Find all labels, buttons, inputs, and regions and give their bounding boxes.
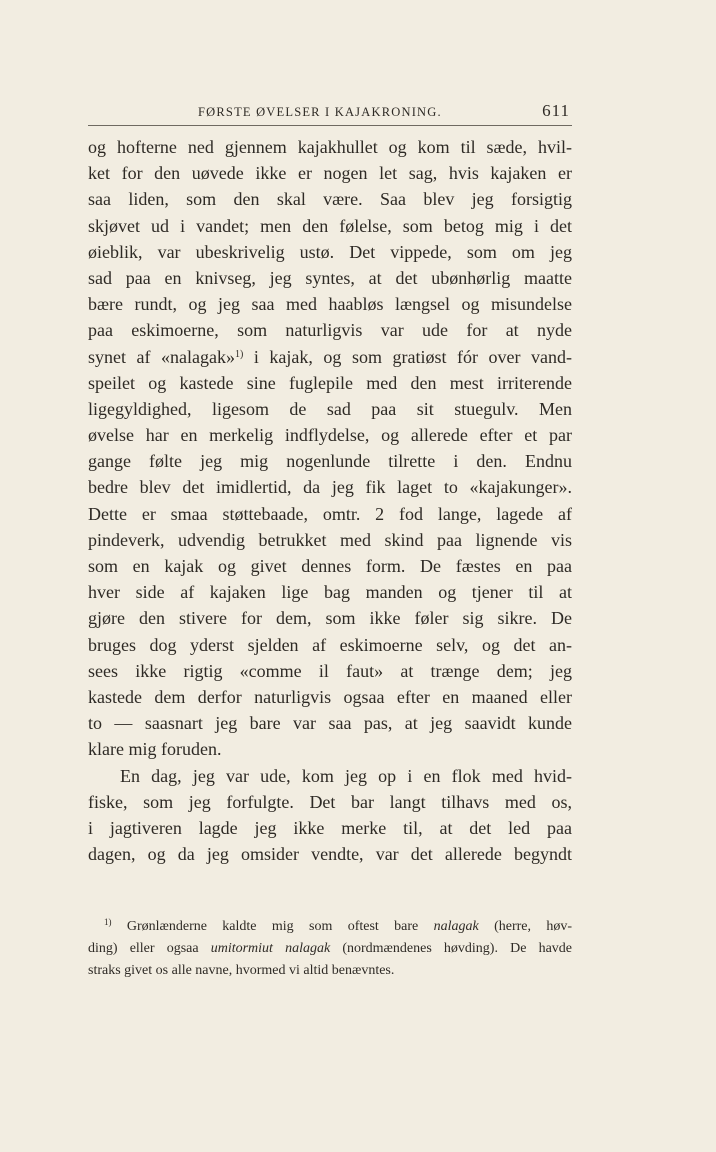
text-line: sees ikke rigtig «comme il faut» at trænge dem; jeg (88, 660, 572, 681)
text-fragment: Grønlænderne kaldte mig som oftest bare (111, 919, 434, 934)
text-line-paragraph-start: En dag, jeg var ude, kom jeg op i en flok med hvid- (120, 765, 572, 786)
footnote (88, 916, 572, 982)
text-line: to — saasnart jeg bare var saa pas, at jeg saavidt kunde (88, 713, 572, 734)
text-line: som en kajak og givet dennes form. De fæstes en paa (88, 556, 572, 576)
text-line: hver side af kajaken lige bag manden og tjener til at (88, 582, 572, 603)
text-fragment: (herre, høv- (478, 919, 572, 934)
text-line: ligegyldighed, ligesom de sad paa sit stuegulv. Men (88, 398, 572, 419)
text-line: paa eskimoerne, som naturligvis var ude for at nyde (88, 320, 572, 341)
text-line: øieblik, var ubeskrivelig ustø. Det vippede, som om jeg (88, 241, 572, 262)
text-line: Dette er smaa støttebaade, omtr. 2 fod lange, lagede af (88, 503, 572, 524)
text-fragment: ding) eller ogsaa (88, 941, 211, 956)
text-line: sad paa en knivseg, jeg syntes, at det ubønhørlig maatte (88, 267, 572, 288)
footnote-marker: 1) (104, 917, 112, 927)
text-line: pindeverk, udvendig betrukket med skind paa lignende vis (88, 529, 572, 550)
text-fragment: i kajak, og som gratiøst fór over vand- (243, 346, 572, 367)
text-line: dagen, og da jeg omsider vendte, var det allerede begyndt (88, 844, 572, 865)
footnote-line (88, 938, 572, 960)
text-line: fiske, som jeg forfulgte. Det bar langt tilhavs med os, (88, 791, 572, 812)
running-head (88, 101, 572, 126)
text-line: gange følte jeg mig nogenlunde tilrette i den. Endnu (88, 451, 572, 472)
text-line: klare mig foruden. (88, 739, 222, 760)
text-line: øvelse har en merkelig indflydelse, og allerede efter et par (88, 425, 572, 446)
text-line: i jagtiveren lagde jeg ikke merke til, at det led paa (88, 817, 572, 838)
text-line: ket for den uøvede ikke er nogen let sag, hvis kajaken er (88, 163, 572, 184)
footnote-reference: 1) (235, 348, 244, 360)
italic-term: nalagak (433, 919, 479, 934)
text-line: kastede dem derfor naturligvis ogsaa efter en maaned eller (88, 686, 572, 707)
italic-term: umitormiut nalagak (210, 941, 331, 956)
text-line: saa liden, som den skal være. Saa blev jeg forsigtig (88, 189, 572, 210)
footnote-line: straks givet os alle navne, hvormed vi altid benævntes. (88, 963, 395, 978)
text-line: bære rundt, og jeg saa med haabløs længsel og misundelse (88, 294, 572, 315)
text-line: og hofterne ned gjennem kajakhullet og kom til sæde, hvil- (88, 137, 572, 157)
text-fragment: (nordmændenes høvding). De havde (330, 941, 572, 956)
text-line-with-footnote-ref (88, 344, 572, 370)
body-text (88, 134, 572, 867)
text-fragment: synet af «nalagak» (88, 346, 236, 367)
text-line: speilet og kastede sine fuglepile med den mest irriterende (88, 372, 572, 393)
footnote-line (88, 916, 572, 938)
text-line: bruges dog yderst sjelden af eskimoerne selv, og det an- (88, 634, 572, 655)
text-line: bedre blev det imidlertid, da jeg fik laget to «kajakunger». (88, 477, 572, 498)
page-number: 611 (542, 101, 570, 120)
text-line: skjøvet ud i vandet; men den følelse, som betog mig i det (88, 215, 572, 236)
chapter-heading: FØRSTE ØVELSER I KAJAKRONING. (198, 105, 442, 119)
text-line: gjøre den stivere for dem, som ikke føler sig sikre. De (88, 608, 572, 629)
